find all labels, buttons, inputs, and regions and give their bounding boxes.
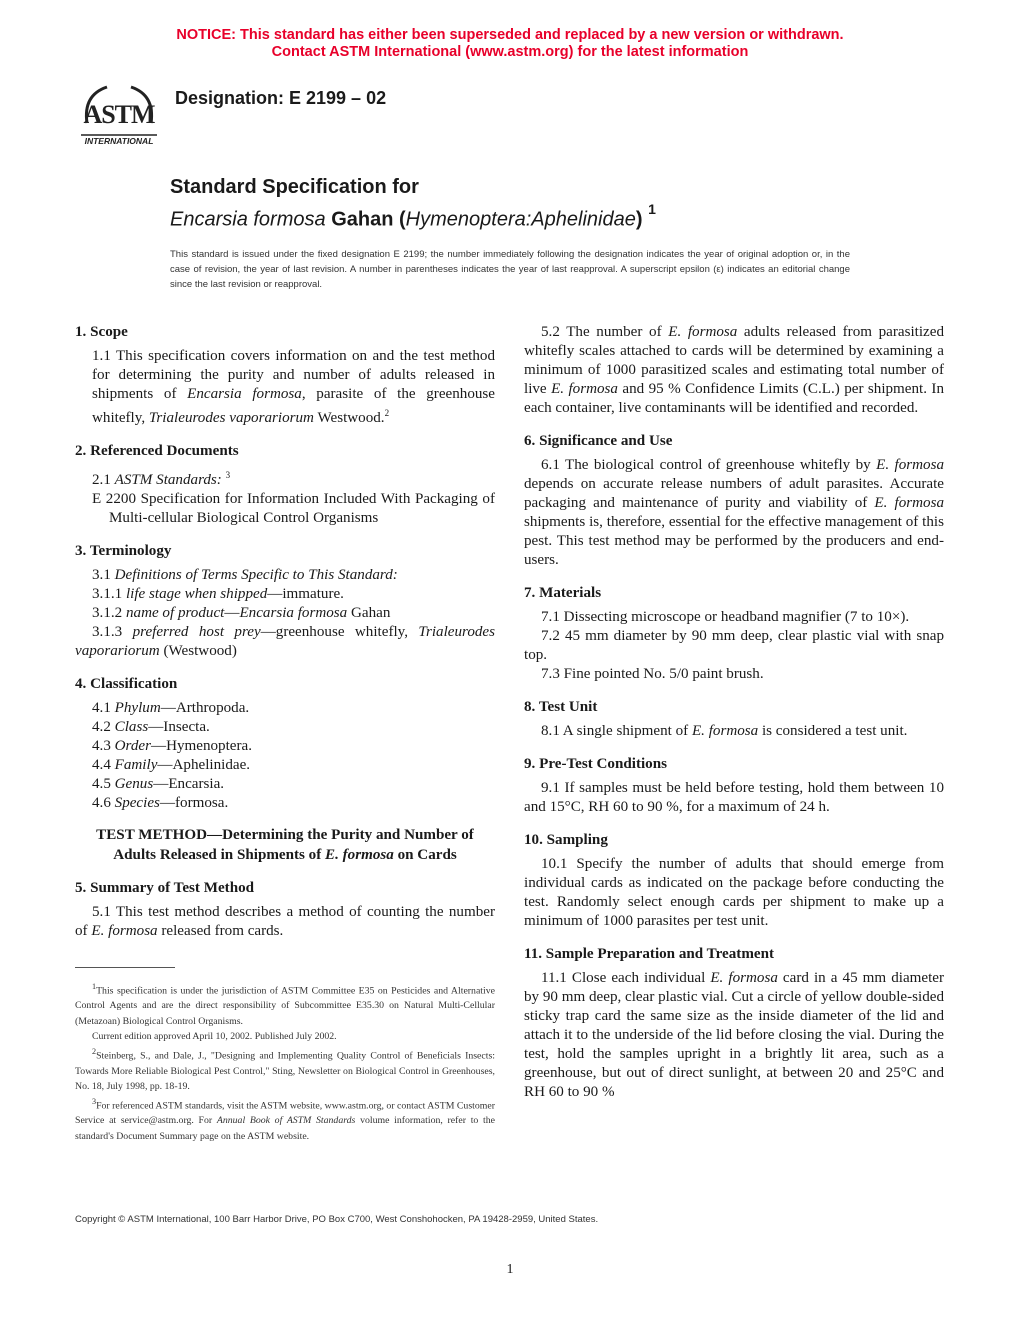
title-taxon: Hymenoptera:Aphelinidae (405, 208, 636, 231)
section-2-heading: 2. Referenced Documents (75, 443, 239, 460)
section-10-1: 10.1 Specify the number of adults that should emerge from individual cards as indicated on the package before conducting the test. Randomly select enough cards per shipment to make up a minimum of 1000 parasites per test unit. (524, 856, 944, 929)
section-2-ref: E 2200 Specification for Information Included With Packaging of Multi-cellular Biological Control Organisms (92, 491, 495, 527)
title-line-1: Standard Specification for (170, 176, 419, 198)
notice-line-1: NOTICE: This standard has either been superseded and replaced by a new version or withdrawn. (176, 27, 844, 43)
classification-item: 4.4 Family—Aphelinidae. (92, 757, 251, 774)
section-3-1-3: 3.1.3 preferred host prey—greenhouse whitefly, Trialeurodes vaporariorum (Westwood) (75, 624, 496, 660)
classification-item: 4.3 Order—Hymenoptera. (92, 738, 252, 755)
footnote-2: $^2$Steinberg, S., and Dale, J., "Designing and Implementing Quality Control of Beneficials Insects: Towards More Reliable Biological Pest Control," Sting, Newsletter on Biological Control in Greenhouses, No. 18, July 1998, pp. 18-19. (75, 1047, 495, 1092)
section-7-1: 7.1 Dissecting microscope or headband magnifier (7 to 10×). (541, 609, 910, 625)
section-2-1: 2.1 ASTM Standards: $^3$ (92, 470, 231, 489)
section-6-1: 6.1 The biological control of greenhouse whitefly by E. formosa depends on accurate release numbers of adult parasites. Accurate packaging and maintenance of purity and viability of E. formosa shipments is, therefore, essential for the effective management of this pest. This test method may be performed by the producers and end-users. (524, 457, 945, 568)
astm-logo (77, 77, 161, 149)
issued-note: This standard is issued under the fixed designation E 2199; the number immediately following the designation indicates the year of original adoption or, in the case of revision, the year of last revision. A number in parentheses indicates the year of last reapproval. A superscript epsilon (ε) indicates an editorial change since the last revision or reapproval. (170, 249, 850, 290)
classification-item: 4.2 Class—Insecta. (92, 719, 210, 736)
classification-item: 4.5 Genus—Encarsia. (92, 776, 225, 793)
test-method-heading: TEST METHOD—Determining the Purity and Number of Adults Released in Shipments of E. formosa on Cards (96, 827, 474, 864)
section-8-heading: 8. Test Unit (524, 699, 598, 715)
right-column (524, 323, 944, 1102)
section-3-1: 3.1 Definitions of Terms Specific to This Standard: (92, 567, 398, 584)
section-5-2: 5.2 The number of E. formosa adults released from parasitized whitefly scales attached to cards will be determined by examining a minimum of 1000 parasitized scales and estimating total number of live E. formosa and 95 % Confidence Limits (C.L.) per shipment. In each container, live contaminants will be identified and recorded. (524, 324, 945, 416)
section-3-heading: 3. Terminology (75, 543, 172, 560)
title-species: Encarsia formosa (170, 208, 326, 231)
section-10-heading: 10. Sampling (524, 832, 608, 848)
section-1-heading: 1. Scope (75, 324, 128, 340)
document-title (170, 174, 656, 233)
section-7-2: 7.2 45 mm diameter by 90 mm deep, clear plastic vial with snap top. (524, 628, 944, 663)
section-5-heading: 5. Summary of Test Method (75, 880, 255, 897)
section-11-heading: 11. Sample Preparation and Treatment (524, 946, 775, 962)
section-3-1-2: 3.1.2 name of product—Encarsia formosa Gahan (92, 605, 391, 622)
footnote-1b: Current edition approved April 10, 2002. Published July 2002. (92, 1030, 337, 1042)
title-author: Gahan (331, 208, 394, 231)
section-7-3: 7.3 Fine pointed No. 5/0 paint brush. (541, 666, 764, 682)
section-4-heading: 4. Classification (75, 676, 178, 693)
title-footnote-ref: 1 (648, 201, 656, 217)
section-3-1-1: 3.1.1 life stage when shipped—immature. (92, 586, 344, 603)
logo-text: ASTM (83, 100, 155, 129)
footnote-rule (75, 967, 175, 968)
notice-line-2: Contact ASTM International (www.astm.org) for the latest information (271, 44, 749, 60)
copyright: Copyright © ASTM International, 100 Barr Harbor Drive, PO Box C700, West Conshohocken, PA 19428-2959, United States. (75, 1214, 599, 1225)
section-9-1: 9.1 If samples must be held before testing, hold them between 10 and 15°C, RH 60 to 90 %, for a maximum of 24 h. (524, 780, 944, 815)
section-11-1: 11.1 Close each individual E. formosa card in a 45 mm diameter by 90 mm deep, clear plastic vial. Cut a circle of yellow double-sided sticky trap card the same size as the inside diameter of the lid and attach it to the underside of the lid before closing the vial. During the test, hold the samples upright in a brightly lit area, such as a greenhouse, but out of direct sunlight, at between 20 and 25°C and RH 60 to 90 % (524, 970, 945, 1100)
section-1-1: 1.1 This specification covers information on and the test method for determining the purity and number of adults released in shipments of Encarsia formosa, parasite of the greenhouse whitefly, Trialeurodes vaporariorum Westwood.$^2$ (92, 348, 495, 427)
footnote-3: $^3$For referenced ASTM standards, visit the ASTM website, www.astm.org, or contact ASTM Customer Service at service@astm.org. For Annual Book of ASTM Standards volume information, refer to the standard's Document Summary page on the ASTM website. (75, 1096, 495, 1142)
footnote-1: $^1$This specification is under the jurisdiction of ASTM Committee E35 on Pesticides and Alternative Control Agents and are the direct responsibility of Subcommittee E35.30 on Natural Multi-Cellular (Metazoan) Biological Control Organisms. (75, 982, 495, 1027)
section-7-heading: 7. Materials (524, 585, 602, 601)
section-8-1: 8.1 A single shipment of E. formosa is considered a test unit. (541, 723, 908, 739)
notice-banner (0, 27, 1020, 61)
title-line-2: Encarsia formosa Gahan (Hymenoptera:Aphelinidae) $^1$ (170, 201, 656, 231)
left-column (75, 323, 495, 941)
page-number: 1 (506, 1262, 514, 1277)
section-9-heading: 9. Pre-Test Conditions (524, 756, 667, 772)
footnotes (75, 979, 495, 1144)
logo-caption: INTERNATIONAL (84, 136, 154, 146)
classification-item: 4.1 Phylum—Arthropoda. (92, 700, 250, 717)
section-5-1: 5.1 This test method describes a method of counting the number of E. formosa released from cards. (75, 904, 495, 940)
designation: Designation: E 2199 – 02 (175, 88, 387, 108)
section-6-heading: 6. Significance and Use (524, 433, 673, 449)
classification-item: 4.6 Species—formosa. (92, 795, 229, 812)
